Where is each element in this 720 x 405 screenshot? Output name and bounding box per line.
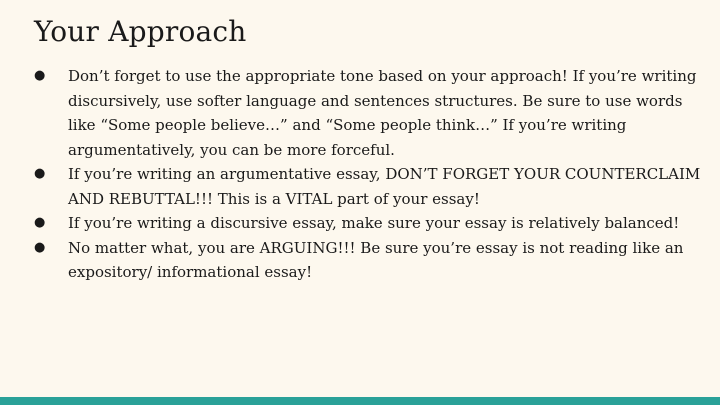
bullet-item xyxy=(34,211,704,236)
bullet-text: If you’re writing an argumentative essay, DON’T FORGET YOUR COUNTERCLAIM AND REBUTTAL!!! This is a VITAL part of your essay! xyxy=(68,165,701,208)
bullet-text: No matter what, you are ARGUING!!! Be sure you’re essay is not reading like an expository/ informational essay! xyxy=(68,238,684,281)
bullet-icon: ● xyxy=(34,239,46,255)
bullet-text: Don’t forget to use the appropriate tone based on your approach! If you’re writing discursively, use softer language and sentences structures. Be sure to use words like “Some people believe…” and “Some people think…” If you’re writing argumentatively, you can be more forceful. xyxy=(68,67,697,159)
accent-bar xyxy=(0,397,720,405)
slide-title: Your Approach xyxy=(34,15,247,48)
bullet-item xyxy=(34,236,704,285)
bullet-list xyxy=(34,64,704,285)
bullet-icon: ● xyxy=(34,68,46,83)
bullet-icon: ● xyxy=(34,166,46,181)
bullet-icon: ● xyxy=(34,215,46,230)
bullet-text: If you’re writing a discursive essay, make sure your essay is relatively balanced! xyxy=(68,214,680,232)
bullet-item xyxy=(34,64,704,162)
bullet-item xyxy=(34,162,704,211)
